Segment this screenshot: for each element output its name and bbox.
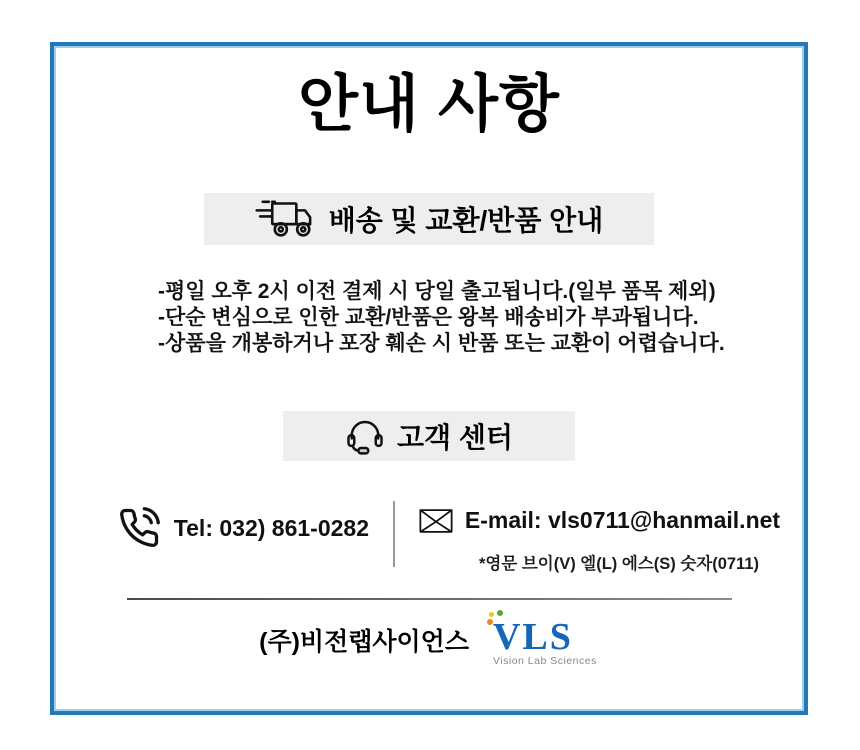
footer-divider (127, 598, 732, 600)
shipping-note: -상품을 개봉하거나 포장 훼손 시 반품 또는 교환이 어렵습니다. (158, 332, 725, 356)
page-title: 안내 사항 (298, 70, 560, 139)
contact-divider (393, 501, 395, 567)
shipping-section-header (204, 193, 654, 245)
footer (54, 612, 804, 667)
company-name: (주)비전랩사이언스 (259, 627, 469, 656)
email-block (419, 499, 781, 574)
vls-logo-text: VLS (492, 616, 573, 659)
customer-center-title: 고객 센터 (397, 422, 513, 454)
shipping-note: -단순 변심으로 인한 교환/반품은 왕복 배송비가 부과됩니다. (158, 306, 699, 330)
tel-number: Tel: 032) 861-0282 (173, 514, 369, 541)
vls-logo (483, 612, 599, 667)
shipping-notes (158, 279, 764, 357)
vls-logo-dots-icon (487, 610, 507, 628)
tel-block (99, 499, 369, 549)
envelope-icon (419, 508, 453, 534)
email-address: E-mail: vls0711@hanmail.net (464, 507, 781, 534)
phone-icon (118, 507, 160, 549)
delivery-truck-icon (255, 196, 317, 242)
headset-icon (345, 417, 385, 455)
email-spelling-note: *영문 브이(V) 엘(L) 에스(S) 숫자(0711) (478, 555, 759, 574)
customer-center-header (283, 411, 575, 461)
vls-logo-subtext: Vision Lab Sciences (492, 655, 597, 668)
shipping-note: -평일 오후 2시 이전 결제 시 당일 출고됩니다.(일부 품목 제외) (158, 280, 716, 304)
shipping-section-title: 배송 및 교환/반품 안내 (328, 205, 604, 237)
email-line (419, 499, 781, 534)
contact-row (99, 499, 781, 574)
notice-frame (50, 42, 808, 715)
